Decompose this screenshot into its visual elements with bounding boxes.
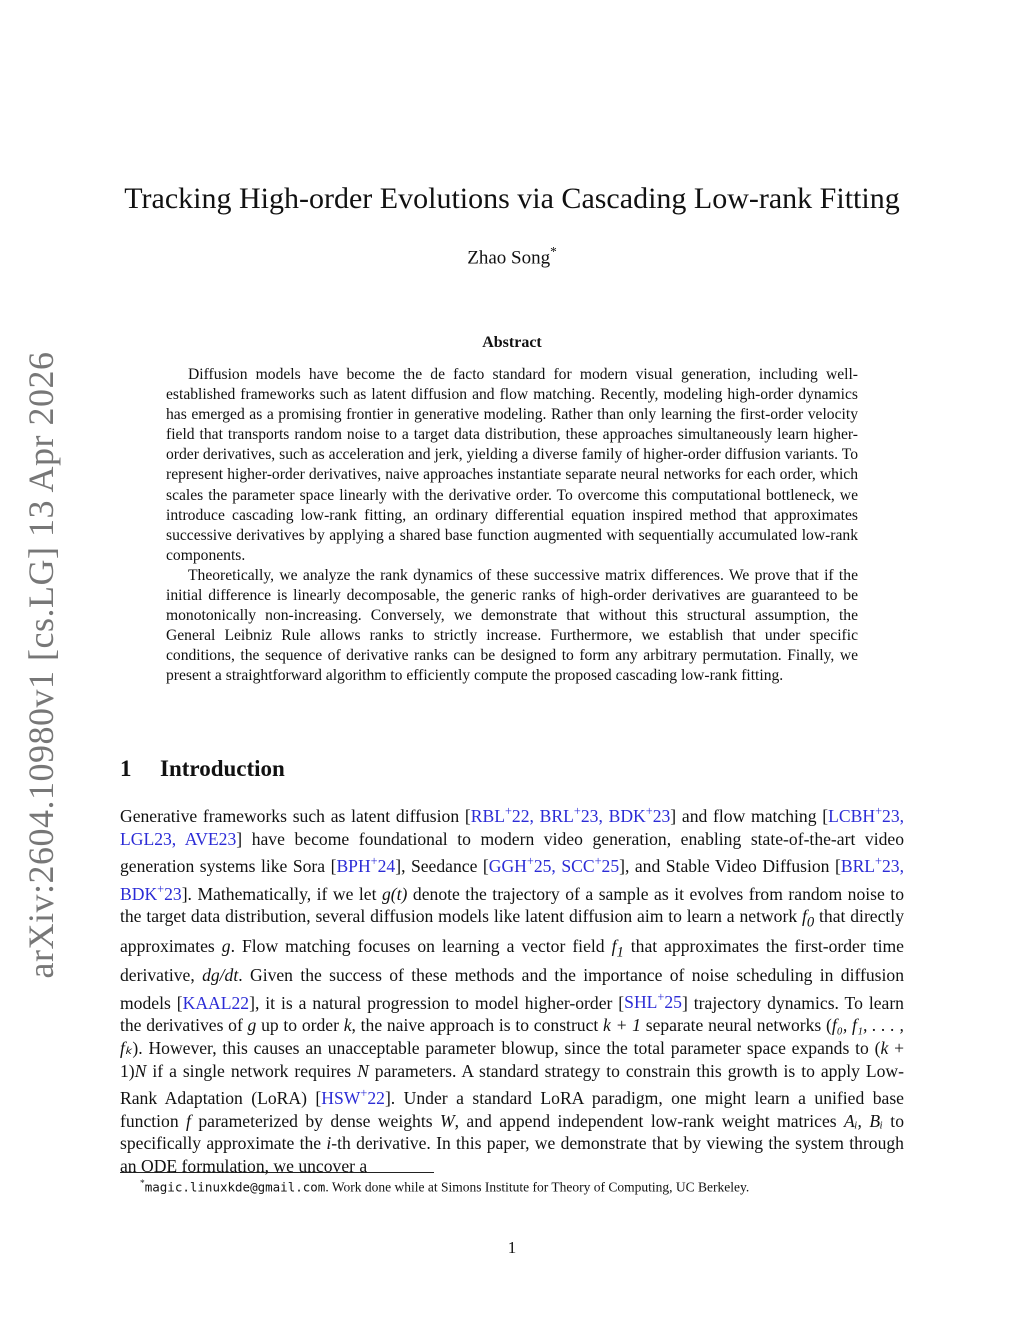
page-number: 1 bbox=[507, 1238, 517, 1257]
arxiv-identifier: arXiv:2604.10980v1 [cs.LG] 13 Apr 2026 bbox=[21, 351, 61, 979]
text-run: denote the trajectory of a sample as it evolves from random noise to the target data distribution, several diffusion models like latent diffusion aim to learn a network bbox=[120, 883, 904, 927]
citation-link[interactable]: BDK+23 bbox=[120, 881, 182, 904]
math-expression: k bbox=[880, 1037, 889, 1058]
text-run: ], and Stable Video Diffusion [ bbox=[619, 856, 841, 877]
math-expression: N bbox=[357, 1060, 369, 1081]
math-expression: i bbox=[326, 1133, 332, 1154]
author-name: Zhao Song bbox=[467, 247, 551, 269]
author-line bbox=[0, 244, 1024, 269]
abstract-heading: Abstract bbox=[482, 334, 542, 351]
footnote-text: . Work done while at Simons Institute for Theory of Computing, UC Berkeley. bbox=[325, 1179, 750, 1195]
text-run: . Given the success of these methods and the importance of noise scheduling in diffusion models [ bbox=[120, 964, 904, 1013]
text-run: ], it is a natural progression to model higher-order [ bbox=[249, 992, 625, 1013]
abstract-paragraph-1: Diffusion models have become the de facto standard for modern visual generation, including well-established frameworks such as latent diffusion and flow matching. Recently, modeling high-order dynamics has emerged as a promising frontier in generative modeling. Rather than only learning the first-order velocity field that transports random noise to a target data distribution, these approaches simultaneously learn higher-order derivatives, such as acceleration and jerk, yielding a diverse family of higher-order diffusion variants. To represent higher-order derivatives, naive approaches instantiate separate neural networks for each order, which scales the parameter space linearly with the derivative order. To overcome this computational bottleneck, we introduce cascading low-rank fitting, an ordinary differential equation inspired method that approximates successive derivatives by applying a shared base function augmented with sequentially accumulated low-rank components. bbox=[166, 366, 858, 564]
text-run: ] trajectory dynamics. To learn the derivatives of bbox=[120, 992, 904, 1036]
citation-link[interactable]: BDK+23 bbox=[608, 804, 671, 826]
math-expression: g bbox=[247, 1015, 257, 1036]
abstract-body bbox=[166, 365, 858, 687]
math-expression: g(t) bbox=[382, 883, 408, 904]
math-expression: k + 1 bbox=[603, 1015, 641, 1036]
text-run: if a single network requires bbox=[146, 1060, 358, 1081]
footnote-rule bbox=[120, 1172, 434, 1173]
citation-link[interactable]: LCBH+23, LGL23, AVE23 bbox=[120, 804, 905, 849]
math-expression: Aᵢ, Bᵢ bbox=[844, 1110, 883, 1131]
text-run: up to order bbox=[256, 1015, 344, 1036]
math-expression: $f_0$ bbox=[801, 906, 815, 931]
citation-link[interactable]: BPH+24 bbox=[336, 854, 396, 877]
math-expression: N bbox=[134, 1060, 147, 1081]
text-run: to specifically approximate the bbox=[120, 1110, 904, 1154]
math-expression: g bbox=[221, 935, 231, 956]
citation-link[interactable]: BRL+23, bbox=[539, 804, 609, 826]
text-run: separate neural networks ( bbox=[640, 1015, 832, 1036]
section-number: 1 bbox=[120, 756, 132, 781]
citation-link[interactable]: RBL+22, bbox=[470, 804, 540, 826]
author-footnote-mark: * bbox=[550, 244, 557, 259]
text-run: ]. Under a standard LoRA paradigm, one might learn a unified base function bbox=[120, 1088, 904, 1131]
text-run: parameterized by dense weights bbox=[190, 1110, 440, 1131]
text-run: ]. Mathematically, if we let bbox=[181, 883, 382, 904]
footnote bbox=[140, 1179, 920, 1196]
arxiv-identifier-sidebar bbox=[6, 351, 76, 979]
paper-title: Tracking High-order Evolutions via Cascading Low-rank Fitting bbox=[124, 182, 900, 215]
text-run: + 1) bbox=[120, 1037, 904, 1081]
text-run: , the naive approach is to construct bbox=[351, 1015, 604, 1036]
section-title: Introduction bbox=[160, 756, 285, 781]
citation-link[interactable]: HSW+22 bbox=[321, 1086, 385, 1109]
text-run: that approximates the first-order time derivative, bbox=[120, 935, 904, 985]
text-run: ], Seedance [ bbox=[395, 856, 489, 877]
citation-link[interactable]: SCC+25 bbox=[561, 854, 620, 877]
abstract-paragraph-2: Theoretically, we analyze the rank dynamics of these successive matrix differences. We prove that if the initial difference is linearly decomposable, the generic ranks of high-order derivatives are guaranteed to be monotonically non-increasing. Conversely, we demonstrate that without this structural assumption, the General Leibniz Rule allows ranks to strictly increase. Furthermore, we establish that under specific conditions, the sequence of derivative ranks can be designed to form any arbitrary permutation. Finally, we present a straightforward algorithm to efficiently compute the proposed cascading low-rank fitting. bbox=[166, 566, 858, 685]
footnote-mark: * bbox=[140, 1179, 145, 1189]
introduction-body bbox=[120, 800, 904, 1178]
citation-link[interactable]: SHL+25 bbox=[624, 990, 682, 1013]
math-expression: $f_1$ bbox=[611, 935, 624, 961]
text-run: -th derivative. In this paper, we demonstrate that by viewing the system through an ODE formulation, we uncover a bbox=[120, 1133, 904, 1177]
text-run: ] have become foundational to modern video generation, enabling state-of-the-art video generation systems like Sora [ bbox=[120, 828, 904, 877]
text-run: that directly approximates bbox=[120, 906, 904, 956]
citation-link[interactable]: GGH+25, bbox=[488, 854, 562, 877]
text-run: Generative frameworks such as latent diffusion [ bbox=[120, 805, 471, 826]
text-run: ). However, this causes an unacceptable parameter blowup, since the total parameter space expands to ( bbox=[132, 1037, 881, 1058]
section-heading-introduction bbox=[120, 756, 285, 782]
text-run: parameters. A standard strategy to constrain this growth is to apply Low-Rank Adaptation (LoRA) [ bbox=[120, 1060, 904, 1109]
footnote-email-link[interactable]: magic.linuxkde@gmail.com bbox=[144, 1179, 326, 1195]
math-expression: dg/dt bbox=[202, 964, 239, 985]
math-expression: f₀, f₁, . . . , fₖ bbox=[120, 1015, 904, 1058]
introduction-paragraph bbox=[120, 800, 904, 1178]
text-run: . Flow matching focuses on learning a vector field bbox=[230, 935, 612, 956]
citation-link[interactable]: BRL+23, bbox=[840, 854, 904, 877]
math-expression: W bbox=[439, 1110, 455, 1131]
text-run: ] and flow matching [ bbox=[670, 805, 829, 826]
text-run: , and append independent low-rank weight matrices bbox=[454, 1110, 845, 1131]
math-expression: f bbox=[186, 1110, 191, 1131]
citation-link[interactable]: KAAL22 bbox=[182, 992, 250, 1013]
math-expression: k bbox=[343, 1015, 352, 1036]
